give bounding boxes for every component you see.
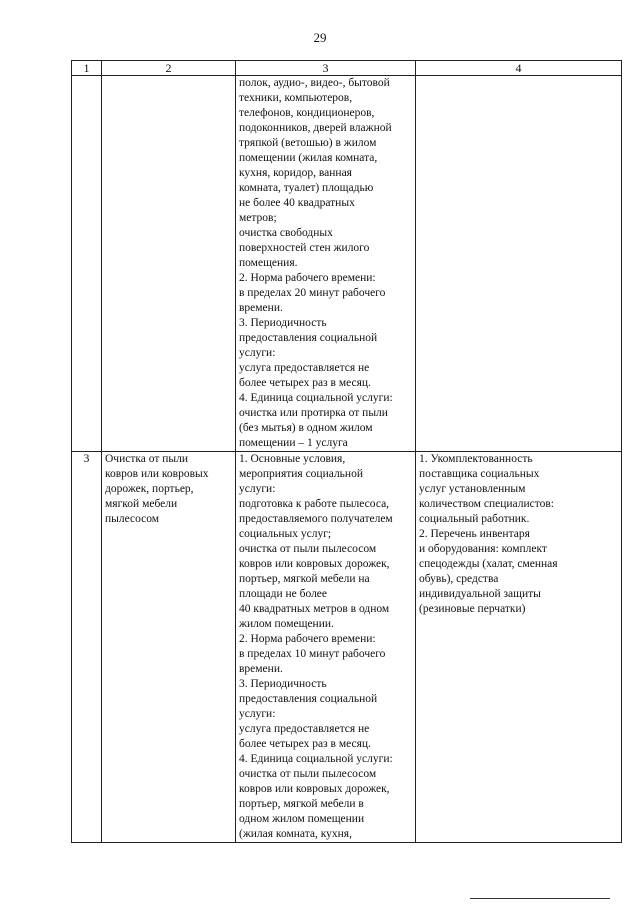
text-line: (жилая комната, кухня, bbox=[239, 828, 352, 840]
text-line: подготовка к работе пылесоса, bbox=[239, 498, 390, 510]
text-line: 2. Перечень инвентаря bbox=[419, 528, 530, 540]
text-line: более четырех раз в месяц. bbox=[239, 377, 371, 389]
text-line: 1. Укомплектованность bbox=[419, 453, 533, 465]
text-line: 4. Единица социальной услуги: bbox=[239, 392, 393, 404]
text-line: (резиновые перчатки) bbox=[419, 603, 526, 615]
text-line: 4. Единица социальной услуги: bbox=[239, 753, 393, 765]
text-line: (без мытья) в одном жилом bbox=[239, 422, 373, 434]
header-row bbox=[72, 61, 622, 76]
header-col-1: 1 bbox=[72, 61, 102, 76]
text-line: услуга предоставляется не bbox=[239, 723, 370, 735]
text-line: комната, туалет) площадью bbox=[239, 182, 374, 194]
text-line: более четырех раз в месяц. bbox=[239, 738, 371, 750]
text-line: пылесосом bbox=[105, 513, 160, 525]
text-line: 1. Основные условия, bbox=[239, 453, 346, 465]
text-line: услуги: bbox=[239, 347, 276, 359]
cell-service-name bbox=[102, 76, 236, 452]
text-line: не более 40 квадратных bbox=[239, 197, 355, 209]
text-line: мероприятия социальной bbox=[239, 468, 363, 480]
text-line: и оборудования: комплект bbox=[419, 543, 547, 555]
text-line: предоставления социальной bbox=[239, 332, 378, 344]
text-line: количеством специалистов: bbox=[419, 498, 554, 510]
text-line: услуга предоставляется не bbox=[239, 362, 370, 374]
text-line: Очистка от пыли bbox=[105, 453, 189, 465]
text-line: техники, компьютеров, bbox=[239, 92, 353, 104]
text-line: очистка или протирка от пыли bbox=[239, 407, 388, 419]
cell-num: 3 bbox=[72, 452, 102, 843]
cell-conditions bbox=[236, 452, 416, 843]
text-line: подоконников, дверей влажной bbox=[239, 122, 392, 134]
text-line: 3. Периодичность bbox=[239, 678, 327, 690]
cell-requirements bbox=[416, 76, 622, 452]
services-table bbox=[71, 60, 622, 843]
cell-service-name bbox=[102, 452, 236, 843]
text-line: предоставляемого получателем bbox=[239, 513, 393, 525]
text-line: тряпкой (ветошью) в жилом bbox=[239, 137, 377, 149]
text-line: 2. Норма рабочего времени: bbox=[239, 633, 376, 645]
text-line: времени. bbox=[239, 302, 283, 314]
table-row-3 bbox=[72, 452, 622, 843]
table-row-continuation bbox=[72, 76, 622, 452]
text-line: метров; bbox=[239, 212, 277, 224]
cell-requirements bbox=[416, 452, 622, 843]
text-line: услуг установленным bbox=[419, 483, 526, 495]
text-line: ковров или ковровых дорожек, bbox=[239, 558, 390, 570]
text-line: спецодежды (халат, сменная bbox=[419, 558, 558, 570]
text-line: предоставления социальной bbox=[239, 693, 378, 705]
text-line: мягкой мебели bbox=[105, 498, 178, 510]
header-col-3: 3 bbox=[236, 61, 416, 76]
text-line: в пределах 10 минут рабочего bbox=[239, 648, 386, 660]
text-line: услуги: bbox=[239, 708, 276, 720]
page-number: 29 bbox=[313, 30, 327, 45]
text-line: полок, аудио-, видео-, бытовой bbox=[239, 77, 390, 89]
text-line: ковров или ковровых bbox=[105, 468, 209, 480]
text-line: 2. Норма рабочего времени: bbox=[239, 272, 376, 284]
text-line: одном жилом помещении bbox=[239, 813, 365, 825]
text-line: кухня, коридор, ванная bbox=[239, 167, 352, 179]
text-line: 3. Периодичность bbox=[239, 317, 327, 329]
text-line: поставщика социальных bbox=[419, 468, 540, 480]
text-line: помещении – 1 услуга bbox=[239, 437, 348, 449]
text-line: времени. bbox=[239, 663, 283, 675]
text-line: в пределах 20 минут рабочего bbox=[239, 287, 386, 299]
cell-num bbox=[72, 76, 102, 452]
text-line: портьер, мягкой мебели на bbox=[239, 573, 370, 585]
text-line: очистка свободных bbox=[239, 227, 333, 239]
text-line: услуги: bbox=[239, 483, 276, 495]
text-line: 40 квадратных метров в одном bbox=[239, 603, 390, 615]
text-line: телефонов, кондиционеров, bbox=[239, 107, 375, 119]
text-line: помещении (жилая комната, bbox=[239, 152, 378, 164]
text-line: площади не более bbox=[239, 588, 328, 600]
header-col-4: 4 bbox=[416, 61, 622, 76]
text-line: социальный работник. bbox=[419, 513, 530, 525]
header-col-2: 2 bbox=[102, 61, 236, 76]
text-line: обувь), средства bbox=[419, 573, 499, 585]
text-line: жилом помещении. bbox=[239, 618, 334, 630]
cell-conditions bbox=[236, 76, 416, 452]
text-line: дорожек, портьер, bbox=[105, 483, 194, 495]
text-line: помещения. bbox=[239, 257, 298, 269]
text-line: ковров или ковровых дорожек, bbox=[239, 783, 390, 795]
text-line: очистка от пыли пылесосом bbox=[239, 768, 377, 780]
text-line: поверхностей стен жилого bbox=[239, 242, 370, 254]
footer-rule bbox=[470, 898, 610, 899]
text-line: индивидуальной защиты bbox=[419, 588, 541, 600]
text-line: социальных услуг; bbox=[239, 528, 332, 540]
text-line: очистка от пыли пылесосом bbox=[239, 543, 377, 555]
text-line: портьер, мягкой мебели в bbox=[239, 798, 364, 810]
